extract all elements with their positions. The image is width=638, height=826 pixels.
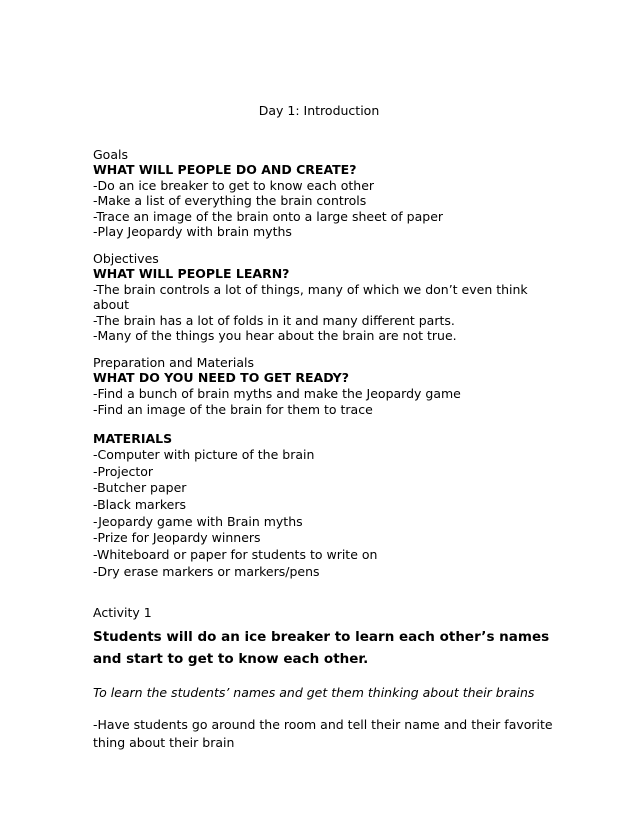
goals-label: Goals — [93, 147, 128, 162]
materials-item: -Projector — [93, 463, 154, 479]
materials-item: -Jeopardy game with Brain myths — [93, 513, 303, 529]
activity-purpose: To learn the students’ names and get them thinking about their brains — [93, 684, 535, 700]
materials-item: -Butcher paper — [93, 480, 187, 496]
goals-heading: WHAT WILL PEOPLE DO AND CREATE? — [93, 162, 357, 177]
goals-item: -Play Jeopardy with brain myths — [93, 223, 292, 239]
materials-item: -Whiteboard or paper for students to write on — [93, 547, 378, 563]
goals-item: -Trace an image of the brain onto a large sheet of paper — [93, 208, 444, 224]
activity-heading: Students will do an ice breaker to learn each other’s names and start to get to know each other. — [93, 628, 550, 667]
goals-item: -Do an ice breaker to get to know each other — [93, 178, 375, 193]
materials-heading: MATERIALS — [93, 430, 173, 446]
document-body — [93, 147, 563, 752]
activity-section — [93, 605, 563, 752]
goals-item: -Make a list of everything the brain controls — [93, 193, 367, 209]
preparation-label: Preparation and Materials — [93, 355, 254, 371]
preparation-item: -Find an image of the brain for them to trace — [93, 401, 373, 417]
objectives-item: -Many of the things you hear about the brain are not true. — [93, 328, 457, 344]
objectives-heading: WHAT WILL PEOPLE LEARN? — [93, 266, 290, 282]
objectives-item: -The brain has a lot of folds in it and many different parts. — [93, 312, 455, 328]
preparation-section — [93, 355, 563, 417]
page-title: Day 1: Introduction — [258, 103, 380, 118]
objectives-section — [93, 251, 563, 343]
activity-step: -Have students go around the room and tell their name and their favorite thing about their brain — [93, 716, 553, 750]
materials-item: -Prize for Jeopardy winners — [93, 530, 261, 546]
goals-section — [93, 147, 563, 239]
objectives-item: -The brain controls a lot of things, many of which we don’t even think about — [93, 282, 528, 313]
materials-item: -Computer with picture of the brain — [93, 446, 315, 462]
materials-item: -Black markers — [93, 497, 186, 513]
materials-item: -Dry erase markers or markers/pens — [93, 563, 320, 579]
materials-section — [93, 431, 563, 581]
preparation-item: -Find a bunch of brain myths and make the Jeopardy game — [93, 386, 461, 402]
activity-label: Activity 1 — [93, 604, 152, 620]
preparation-heading: WHAT DO YOU NEED TO GET READY? — [93, 370, 349, 386]
objectives-label: Objectives — [93, 251, 159, 267]
